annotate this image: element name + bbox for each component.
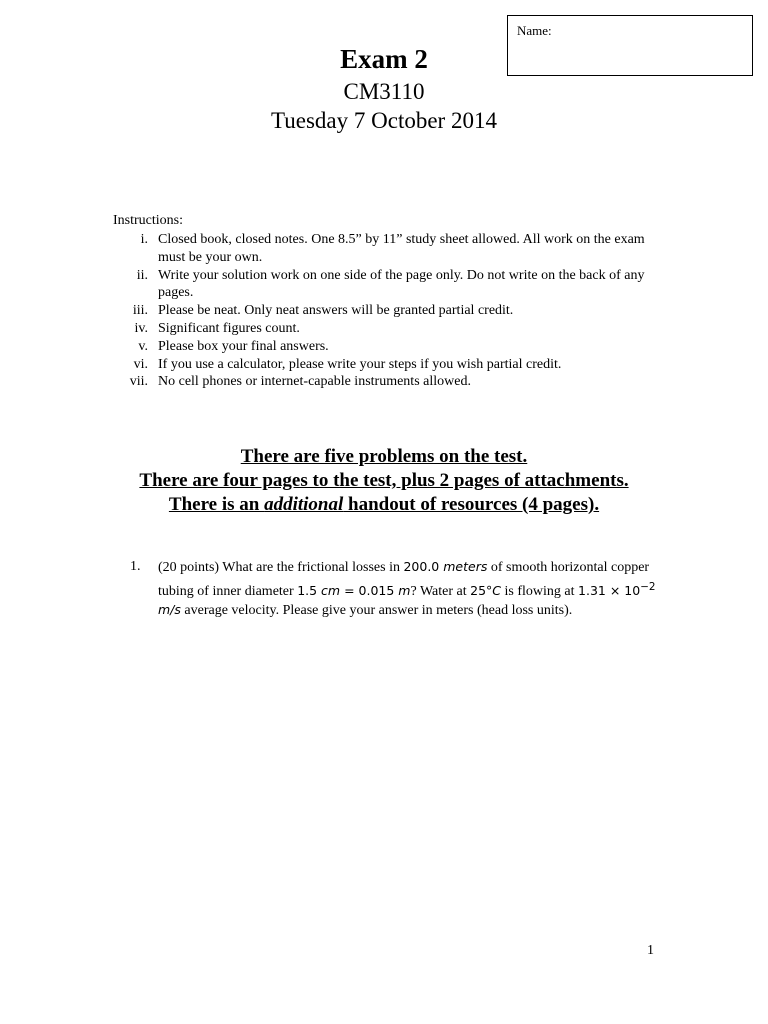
problem-text-part: (20 points) What are the frictional losses in: [158, 560, 404, 575]
course-code: CM3110: [343, 79, 425, 104]
math-velocity-unit: m/s: [158, 602, 181, 618]
instruction-number: iv.: [134, 320, 148, 336]
math-velocity-exponent: −2: [640, 580, 656, 593]
instruction-item: [110, 231, 670, 267]
instruction-item: [110, 356, 670, 374]
math-diameter-m-value: = 0.015: [340, 582, 399, 598]
notice-line-pages: There are four pages to the test, plus 2 pages of attachments.: [139, 470, 629, 491]
problem-number: 1.: [130, 559, 141, 574]
instruction-item: [110, 267, 670, 303]
instruction-item: [110, 373, 670, 391]
instruction-text: Write your solution work on one side of the page only. Do not write on the back of any pages.: [158, 267, 645, 301]
exam-title: Exam 2: [340, 44, 428, 74]
math-temperature-value: 25°: [470, 582, 493, 598]
notice-handout-pre: There is an: [168, 494, 265, 515]
exam-date: Tuesday 7 October 2014: [271, 108, 497, 133]
instructions-list: [110, 231, 670, 391]
math-diameter-cm-value: 1.5: [297, 582, 322, 598]
exam-notice: [0, 445, 768, 517]
instruction-number: vi.: [133, 356, 148, 372]
problem-text-part: of smooth horizontal copper tubing of inner diameter: [158, 560, 650, 599]
math-temperature-unit: C: [492, 582, 502, 598]
math-length-value: 200.0: [403, 559, 444, 574]
instruction-number: vii.: [129, 374, 148, 390]
notice-line-problems: There are five problems on the test.: [240, 446, 528, 467]
notice-handout-post: handout of resources (4 pages).: [343, 494, 600, 515]
name-label: Name:: [517, 23, 552, 38]
math-diameter-cm-unit: cm: [321, 582, 341, 598]
math-diameter: [297, 583, 410, 598]
page-number: 1: [647, 943, 654, 958]
instruction-text: Closed book, closed notes. One 8.5” by 11” study sheet allowed. All work on the exam must be your own.: [158, 232, 645, 265]
problem-1: [130, 558, 660, 621]
instruction-item: [110, 320, 670, 338]
math-length-unit: meters: [443, 559, 488, 574]
instruction-item: [110, 302, 670, 320]
math-diameter-m-unit: m: [398, 582, 411, 598]
problem-text: [158, 558, 660, 621]
instructions-heading: Instructions:: [113, 213, 183, 228]
instruction-number: ii.: [136, 267, 148, 283]
instruction-number: v.: [138, 338, 148, 354]
notice-handout-emphasis: additional: [264, 494, 344, 515]
problem-text-part: ? Water at: [410, 583, 471, 599]
math-temperature: [470, 583, 501, 598]
problem-text-part: is flowing at: [501, 583, 579, 599]
instruction-number: iii.: [132, 303, 148, 319]
instruction-text: Please be neat. Only neat answers will be granted partial credit.: [158, 303, 514, 319]
instruction-text: Significant figures count.: [158, 320, 300, 336]
instruction-number: i.: [140, 232, 148, 247]
math-velocity-base: 1.31 × 10: [578, 582, 641, 598]
instruction-text: Please box your final answers.: [158, 338, 329, 354]
problem-text-part: average velocity. Please give your answer in meters (head loss units).: [180, 603, 573, 619]
notice-line-handout: [0, 493, 768, 517]
instruction-text: No cell phones or internet-capable instruments allowed.: [158, 374, 471, 390]
math-length: [403, 559, 487, 574]
instruction-item: [110, 338, 670, 356]
instruction-text: If you use a calculator, please write your steps if you wish partial credit.: [158, 356, 562, 372]
